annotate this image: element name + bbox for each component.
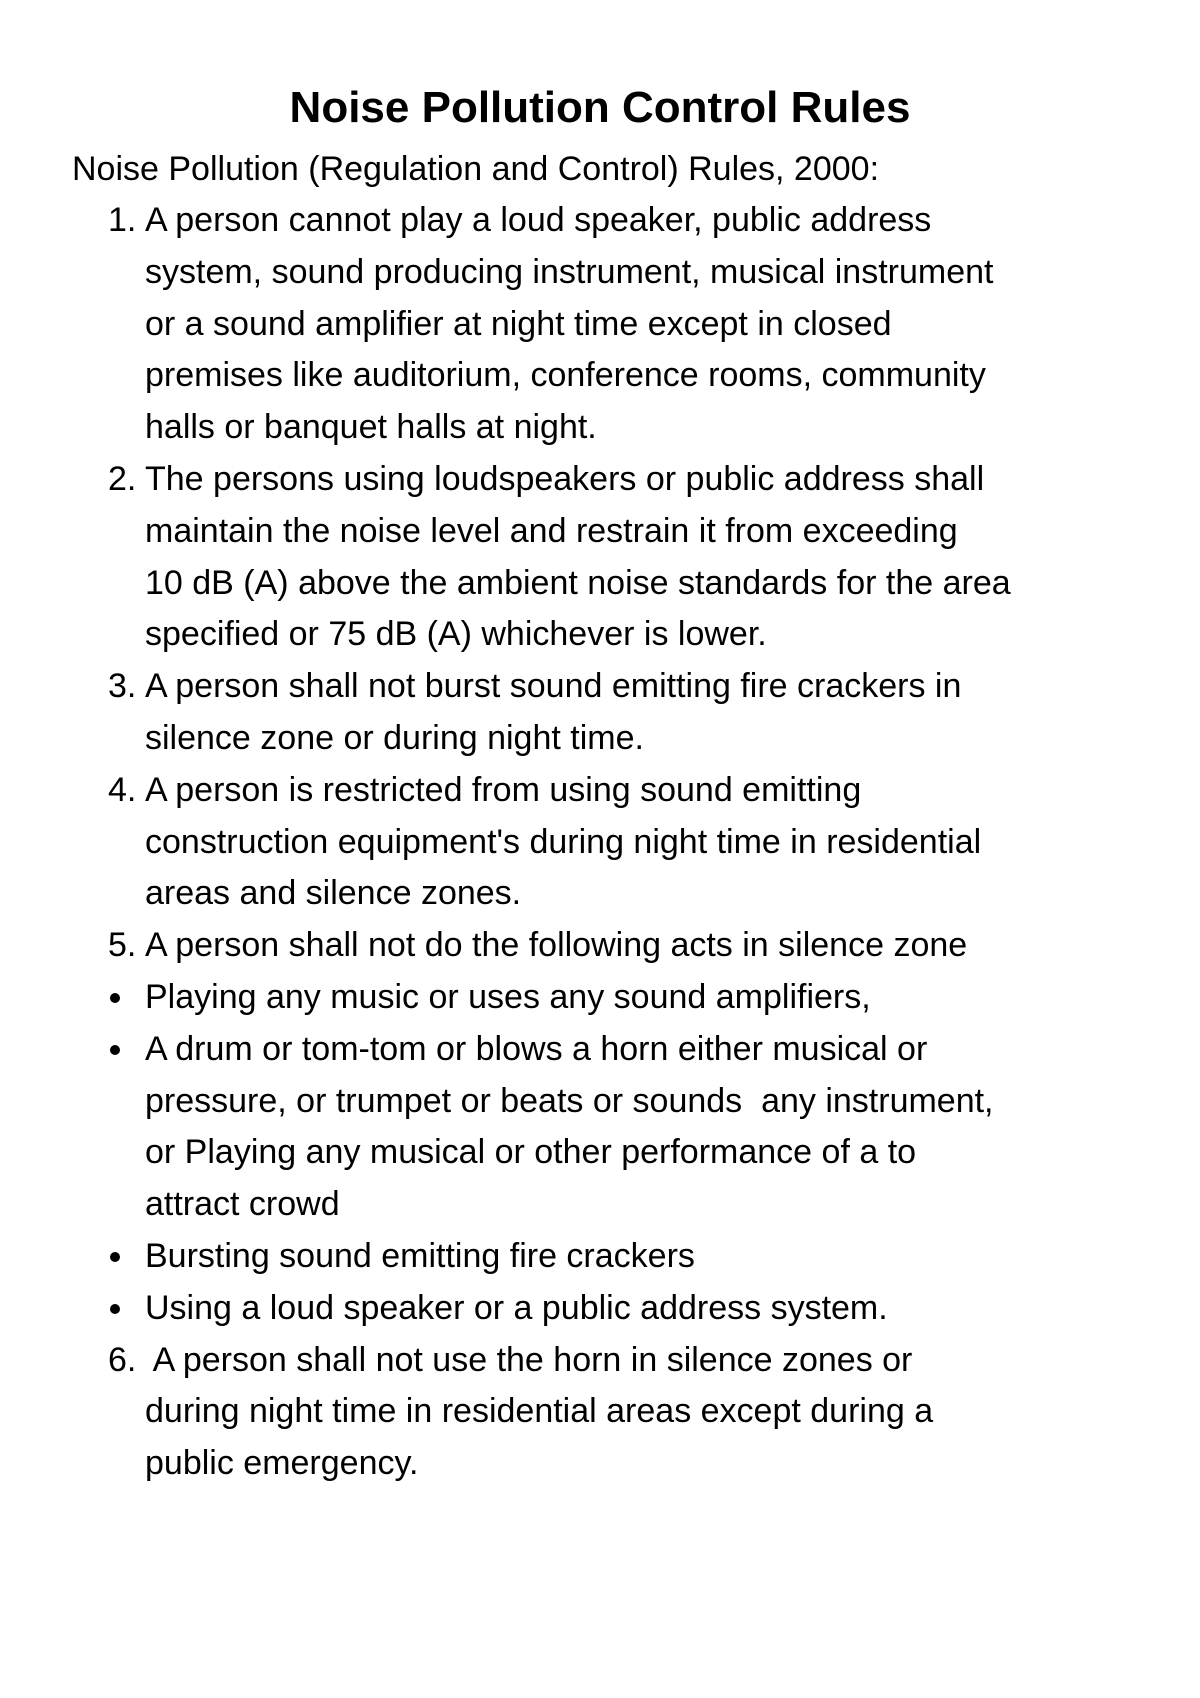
item-number: 6.: [108, 1340, 137, 1379]
item-text-line: public emergency.: [145, 1444, 419, 1483]
item-number: 3.: [108, 667, 137, 706]
numbered-item: [0, 1335, 1200, 1490]
document-title: Noise Pollution Control Rules: [289, 83, 911, 132]
numbered-item: [0, 661, 1200, 765]
item-text-line: system, sound producing instrument, musical instrument: [145, 252, 994, 291]
item-number: 4.: [108, 770, 137, 809]
document-subtitle: Noise Pollution (Regulation and Control) Rules, 2000:: [72, 150, 880, 188]
item-text-line: A person cannot play a loud speaker, public address: [145, 201, 932, 239]
item-text-line: A person shall not burst sound emitting fire crackers in: [145, 667, 962, 706]
bullet-icon: [110, 993, 120, 1003]
item-text-line: Playing any music or uses any sound amplifiers,: [145, 977, 871, 1016]
item-text-line: areas and silence zones.: [145, 874, 522, 913]
numbered-item: [0, 454, 1200, 661]
item-text-line: A person shall not do the following acts in silence zone: [145, 926, 968, 965]
numbered-item: [0, 920, 1200, 972]
item-text-line: Using a loud speaker or a public address system.: [145, 1288, 888, 1327]
item-number: 2.: [108, 459, 137, 498]
rules-list: [0, 195, 1200, 1490]
bullet-item: [0, 1231, 1200, 1283]
item-text-line: construction equipment's during night time in residential: [145, 822, 982, 861]
bullet-item: [0, 1283, 1200, 1335]
item-text-line: during night time in residential areas except during a: [145, 1392, 934, 1431]
item-text-line: or a sound amplifier at night time except in closed: [145, 304, 892, 343]
item-text-line: maintain the noise level and restrain it from exceeding: [145, 511, 958, 550]
numbered-item: [0, 195, 1200, 454]
item-text-line: pressure, or trumpet or beats or sounds any instrument,: [145, 1081, 994, 1120]
item-text-line: halls or banquet halls at night.: [145, 408, 597, 447]
item-text-line: The persons using loudspeakers or public address shall: [145, 459, 985, 498]
item-text-line: A drum or tom-tom or blows a horn either musical or: [145, 1029, 928, 1068]
item-text-line: 10 dB (A) above the ambient noise standards for the area: [145, 563, 1011, 602]
bullet-item: [0, 972, 1200, 1024]
item-text-line: A person shall not use the horn in silence zones or: [145, 1340, 913, 1379]
item-text-line: specified or 75 dB (A) whichever is lower.: [145, 615, 767, 654]
item-text-line: Bursting sound emitting fire crackers: [145, 1236, 695, 1275]
item-text-line: A person is restricted from using sound emitting: [145, 770, 862, 809]
bullet-item: [0, 1024, 1200, 1231]
item-text-line: or Playing any musical or other performance of a to: [145, 1133, 917, 1172]
bullet-icon: [110, 1045, 120, 1055]
item-text-line: attract crowd: [145, 1185, 340, 1224]
bullet-icon: [110, 1304, 120, 1314]
item-number: 1.: [108, 201, 137, 239]
bullet-icon: [110, 1252, 120, 1262]
item-text-line: premises like auditorium, conference rooms, community: [145, 356, 986, 395]
item-text-line: silence zone or during night time.: [145, 718, 644, 757]
item-number: 5.: [108, 926, 137, 965]
numbered-item: [0, 765, 1200, 920]
